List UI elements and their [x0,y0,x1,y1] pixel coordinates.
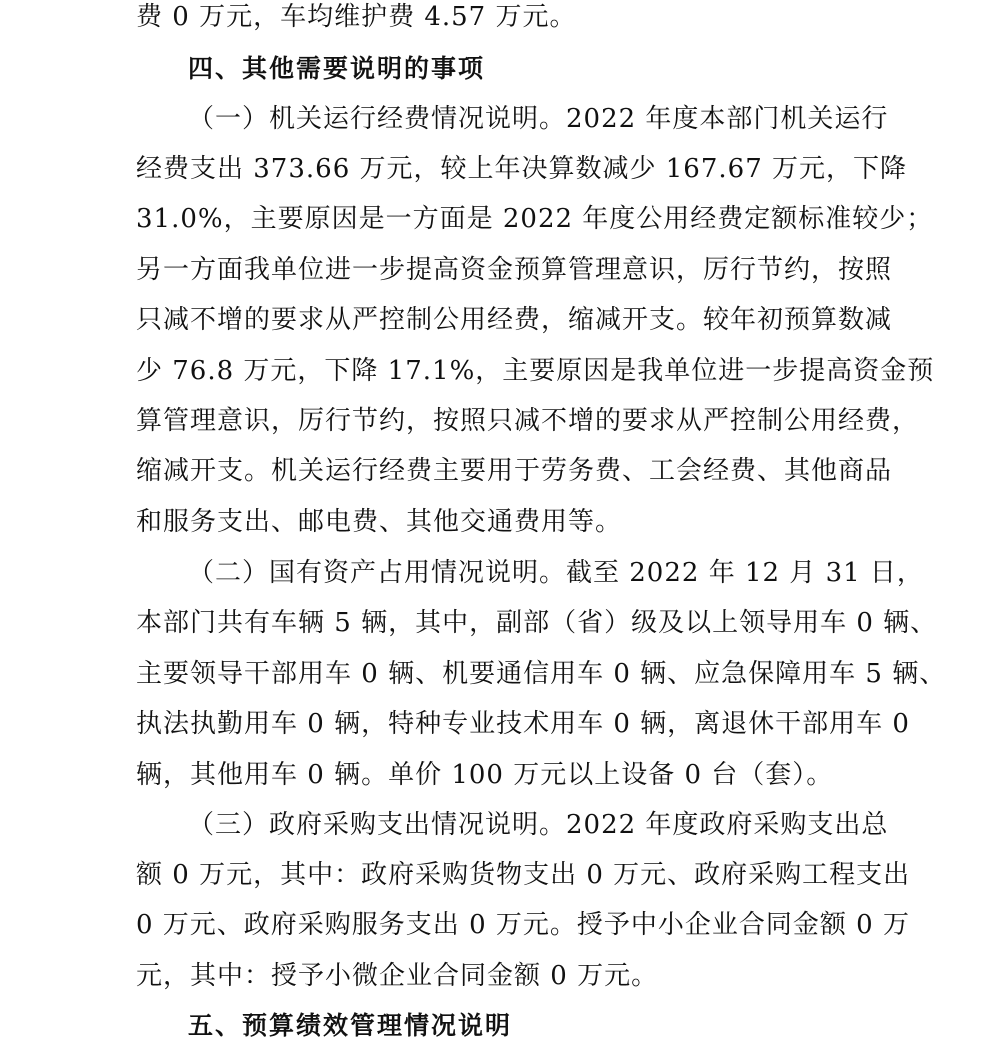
section-heading-other-matters: 四、其他需要说明的事项 [188,54,486,83]
text-line: 31.0%，主要原因是一方面是 2022 年度公用经费定额标准较少； [136,204,934,234]
text-line: 本部门共有车辆 5 辆，其中，副部（省）级及以上领导用车 0 辆、 [136,608,938,638]
text-line: 0 万元、政府采购服务支出 0 万元。授予中小企业合同金额 0 万 [136,910,910,940]
text-line: 只减不增的要求从严控制公用经费，缩减开支。较年初预算数减 [136,305,893,335]
section-heading-budget-performance: 五、预算绩效管理情况说明 [188,1011,513,1040]
text-line: 另一方面我单位进一步提高资金预算管理意识，厉行节约，按照 [136,255,893,285]
text-line: 缩减开支。机关运行经费主要用于劳务费、工会经费、其他商品 [136,456,893,486]
text-line: （一）机关运行经费情况说明。2022 年度本部门机关运行 [188,104,889,134]
text-line: （三）政府采购支出情况说明。2022 年度政府采购支出总 [188,810,889,840]
text-line: 额 0 万元，其中：政府采购货物支出 0 万元、政府采购工程支出 [136,860,911,890]
text-line: 少 76.8 万元，下降 17.1%，主要原因是我单位进一步提高资金预 [136,356,935,386]
text-line: 执法执勤用车 0 辆，特种专业技术用车 0 辆，离退休干部用车 0 [136,709,910,739]
text-line: 辆，其他用车 0 辆。单价 100 万元以上设备 0 台（套）。 [136,760,834,790]
text-line: 算管理意识，厉行节约，按照只减不增的要求从严控制公用经费， [136,406,920,436]
text-line: 费 0 万元，车均维护费 4.57 万元。 [136,2,577,32]
text-line: 主要领导干部用车 0 辆、机要通信用车 0 辆、应急保障用车 5 辆、 [136,659,947,689]
text-line: 经费支出 373.66 万元，较上年决算数减少 167.67 万元，下降 [136,154,908,184]
text-line: 元，其中：授予小微企业合同金额 0 万元。 [136,961,659,991]
text-line: （二）国有资产占用情况说明。截至 2022 年 12 月 31 日， [188,558,924,588]
text-line: 和服务支出、邮电费、其他交通费用等。 [136,507,623,537]
